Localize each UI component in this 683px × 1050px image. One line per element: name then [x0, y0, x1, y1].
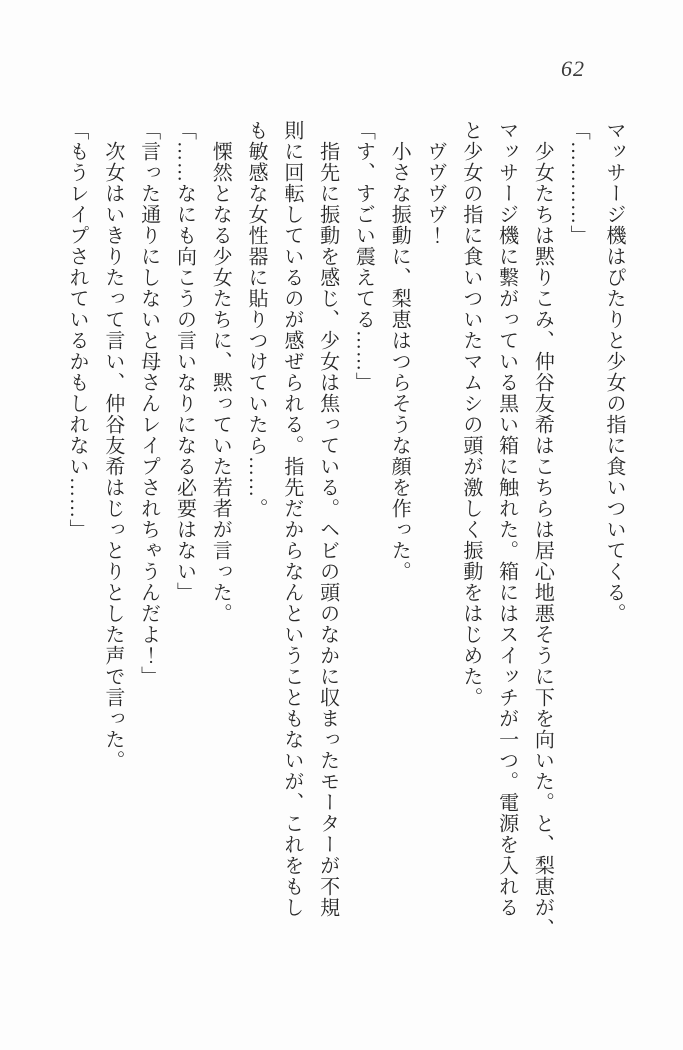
text-line: 則に回転しているのが感ぜられる。指先だからなんということもないが、これをもし — [280, 120, 303, 918]
text-line: 慄然となる少女たちに、黙っていた若者が言った。 — [209, 141, 232, 624]
text-line: 小さな振動に、梨恵はつらそうな顔を作った。 — [388, 141, 411, 582]
text-line: マッサージ機に繋がっている黒い箱に触れた。箱にはスイッチが一つ。電源を入れる — [495, 120, 518, 918]
text-line: も敏感な女性器に貼りつけていたら……。 — [245, 120, 268, 519]
text-line: 「言った通りにしないと母さんレイプされちゃうんだよ！」 — [137, 120, 160, 687]
text-line: ヴヴヴヴ！ — [424, 141, 447, 246]
text-line: 「もうレイプされているかもしれない……」 — [66, 120, 89, 540]
text-line: 「…………」 — [567, 120, 590, 246]
page-number: 62 — [561, 56, 585, 81]
text-line: 次女はいきりたって言い、仲谷友希はじっとりとした声で言った。 — [101, 141, 124, 771]
text-line: と少女の指に食いついたマムシの頭が激しく振動をはじめた。 — [459, 120, 482, 708]
text-line: マッサージ機はぴたりと少女の指に食いついてくる。 — [603, 120, 625, 624]
text-line: 「……なにも向こうの言いなりになる必要はない」 — [173, 120, 196, 603]
text-line: 少女たちは黙りこみ、仲谷友希はこちらは居心地悪そうに下を向いた。と、梨恵が、 — [531, 141, 554, 939]
text-block — [56, 120, 631, 1000]
text-line: 「す、すごい震えてる……」 — [352, 120, 375, 393]
text-line: 指先に振動を感じ、少女は焦っている。ヘビの頭のなかに収まったモーターが不規 — [316, 141, 339, 918]
